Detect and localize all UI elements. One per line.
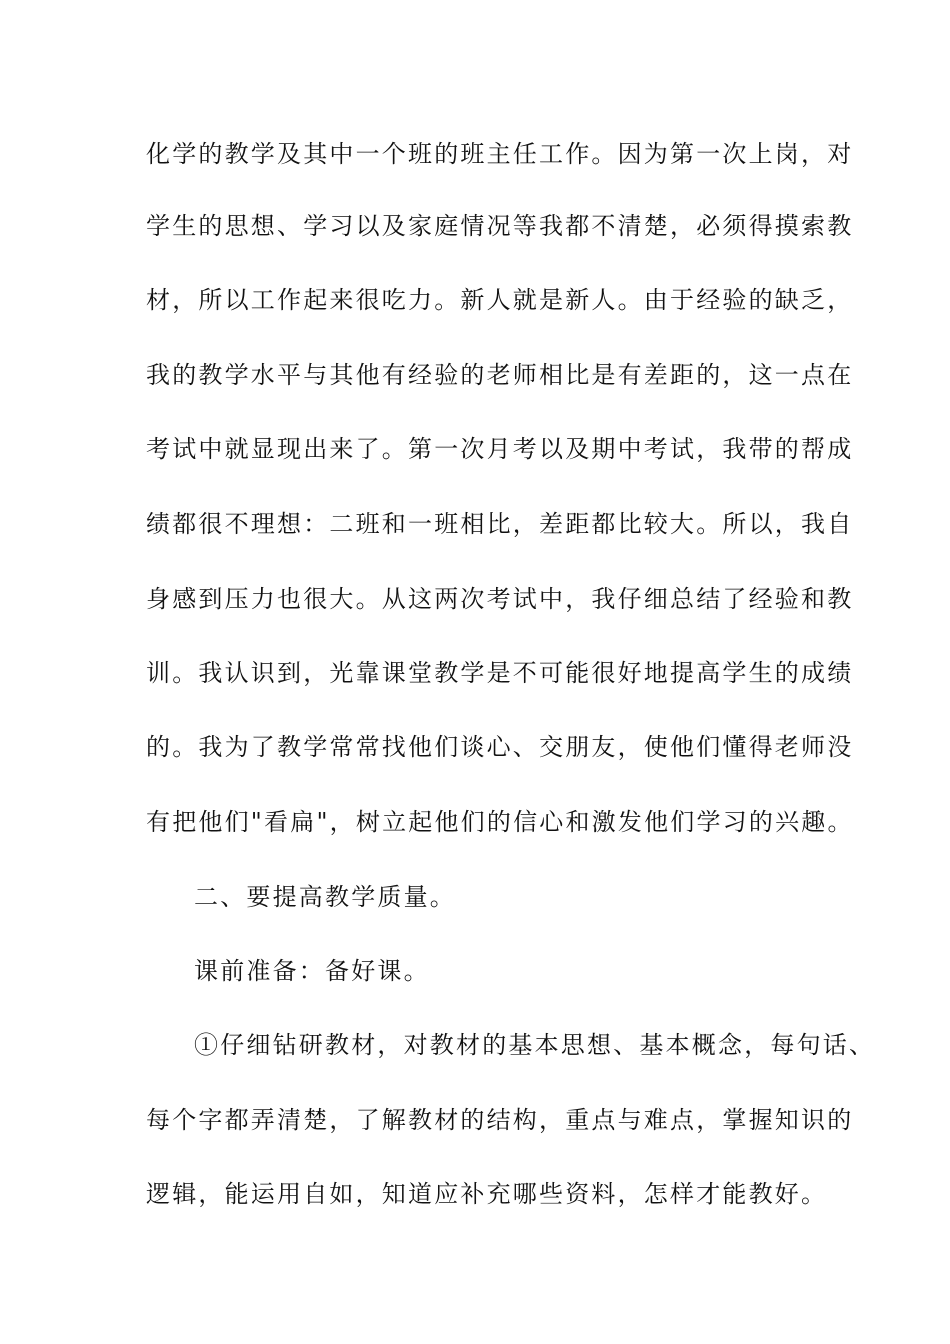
- body-text-line: 身感到压力也很大。从这两次考试中，我仔细总结了经验和教: [146, 585, 854, 613]
- body-text-line: 训。我认识到，光靠课堂教学是不可能很好地提高学生的成绩: [146, 659, 854, 687]
- section-heading: 二、要提高教学质量。: [194, 883, 456, 911]
- body-text-line: ①仔细钻研教材，对教材的基本思想、基本概念，每句话、: [194, 1031, 876, 1059]
- body-text-line: 考试中就显现出来了。第一次月考以及期中考试，我带的帮成: [146, 435, 854, 463]
- body-text-line: 的。我为了教学常常找他们谈心、交朋友，使他们懂得老师没: [146, 733, 854, 761]
- body-text-line: 化学的教学及其中一个班的班主任工作。因为第一次上岗，对: [146, 140, 854, 168]
- subheading: 课前准备：备好课。: [194, 957, 430, 985]
- body-text-line: 学生的思想、学习以及家庭情况等我都不清楚，必须得摸索教: [146, 212, 854, 240]
- body-text-line: 绩都很不理想：二班和一班相比，差距都比较大。所以，我自: [146, 510, 854, 538]
- body-text-line: 材，所以工作起来很吃力。新人就是新人。由于经验的缺乏，: [146, 286, 854, 314]
- body-text-line: 有把他们"看扁"，树立起他们的信心和激发他们学习的兴趣。: [146, 808, 854, 836]
- body-text-line: 每个字都弄清楚，了解教材的结构，重点与难点，掌握知识的: [146, 1106, 854, 1134]
- body-text-line: 逻辑，能运用自如，知道应补充哪些资料，怎样才能教好。: [146, 1180, 828, 1208]
- body-text-line: 我的教学水平与其他有经验的老师相比是有差距的，这一点在: [146, 361, 854, 389]
